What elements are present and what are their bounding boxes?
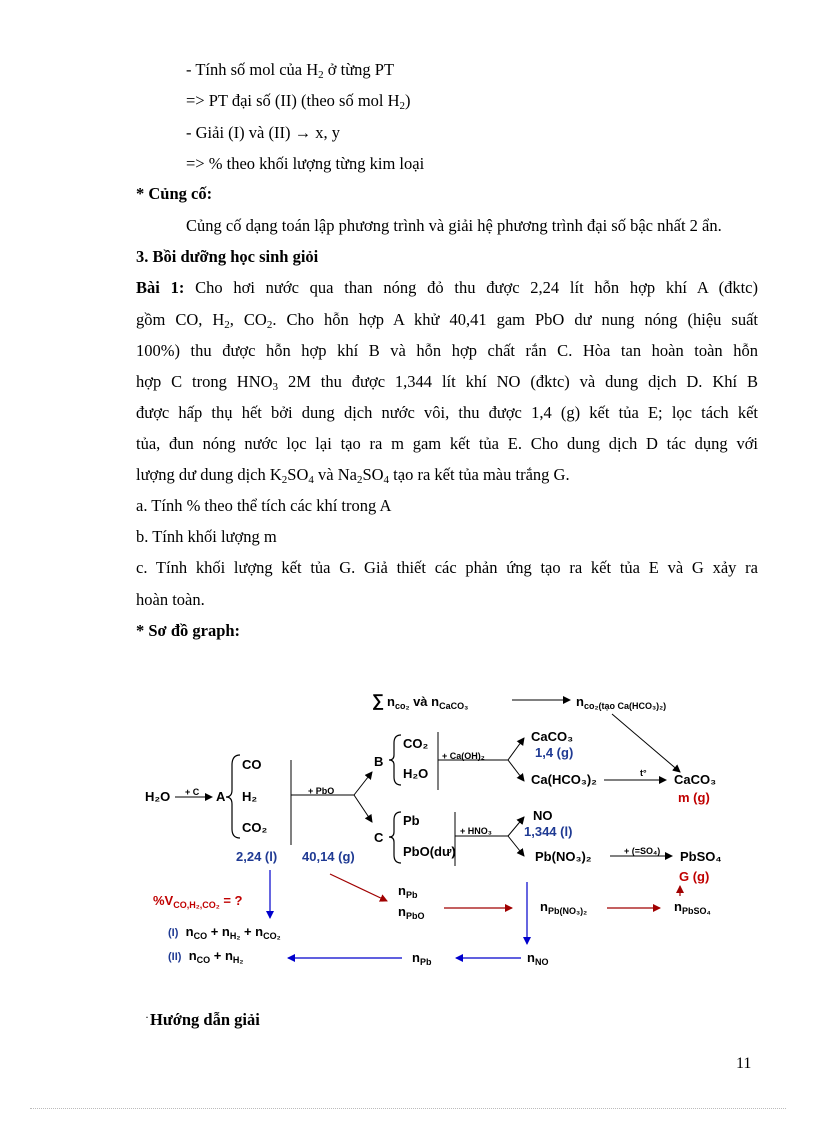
section-3-heading: 3. Bồi dưỡng học sinh giỏi	[136, 247, 319, 266]
bai1-line-6: tủa, đun nóng nước lọc lại tạo ra m gam kết tủa E. Cho dung dịch D tác dụng với	[136, 434, 758, 453]
bai1-line-4: hợp C trong $HNO_3$ 2M thu được 1,344 lít khí NO (đktc) và dung dịch D. Khí B	[136, 372, 759, 393]
pbso4-label: PbSO₄	[680, 849, 722, 864]
step-1: - Tính số mol của $H_2$ ở từng PT	[186, 60, 395, 81]
cung-co-heading: * Củng cố:	[136, 184, 213, 203]
pbno3-label: Pb(NO₃)₂	[535, 849, 592, 864]
cung-co-text: Củng cố dạng toán lập phương trình và giải hệ phương trình đại số bậc nhất 2 ẩn.	[186, 216, 722, 235]
a-label: A	[216, 789, 226, 804]
step-3: - Giải (I) và (II) → x, y	[186, 123, 340, 142]
question-a: a. Tính % theo thể tích các khí trong A	[136, 496, 392, 515]
c-label: C	[374, 830, 384, 845]
co2-label: CO₂	[242, 820, 268, 835]
plus-c-label: + C	[185, 787, 200, 797]
cahco3-label: Ca(HCO₃)₂	[531, 772, 597, 787]
b-co2-label: CO₂	[403, 736, 429, 751]
n-pbo-label: $n_{PbO}$	[398, 904, 425, 921]
question-b: b. Tính khối lượng m	[136, 527, 277, 546]
b-h2o-label: H₂O	[403, 766, 429, 781]
bai1-line-7: lượng dư dung dịch $K_2SO_4$ và $Na_2SO_4$ tạo ra kết tủa màu trắng G.	[136, 465, 570, 486]
brace-b	[389, 735, 401, 785]
arrow-to-cahco3	[508, 760, 524, 781]
pbo-du-label: PbO(dư)	[403, 844, 456, 859]
mass-pbo-label: 40,14 (g)	[302, 849, 355, 864]
n-pb-bottom-label: $n_{Pb}$	[412, 950, 432, 967]
caco3-2-label: CaCO₃	[674, 772, 717, 787]
pb-label: Pb	[403, 813, 420, 828]
n-no-label: $n_{NO}$	[527, 950, 549, 967]
m-g-label: m (g)	[678, 790, 710, 805]
arrow-to-no	[508, 817, 524, 836]
equation-2: (II) $n_{CO} + n_{H_2}$	[168, 948, 244, 965]
step-4: => % theo khối lượng từng kim loại	[186, 154, 425, 173]
h2o-label: H₂O	[145, 789, 171, 804]
brace-a	[226, 755, 240, 838]
h2-label: H₂	[242, 789, 258, 804]
arrow-nco2-to-caco3	[612, 714, 680, 772]
step-2: => PT đại số (II) (theo số mol $H_2$)	[186, 91, 411, 112]
equation-1: (I) $n_{CO} + n_{H_2} + n_{CO_2}$	[168, 924, 281, 941]
plus-so4-label: + (=SO₄)	[624, 846, 661, 856]
graph-heading: * Sơ đồ graph:	[136, 621, 241, 640]
arrow-to-caco3-1	[508, 738, 524, 760]
vol-a-label: 2,24 (l)	[236, 849, 278, 864]
plus-hno3-label: + HNO₃	[460, 826, 492, 836]
sum-symbol: ∑	[372, 691, 385, 710]
n-pb-label: $n_{Pb}$	[398, 883, 418, 900]
no-vol-label: 1,344 (l)	[524, 824, 573, 839]
g-g-label: G (g)	[679, 869, 710, 884]
page-number: 11	[736, 1055, 752, 1072]
heat-label: t°	[640, 768, 647, 778]
question-c-line-2: hoàn toàn.	[136, 590, 205, 609]
arrow-to-b	[354, 772, 372, 795]
bai1-line-1: Bài 1: Cho hơi nước qua than nóng đỏ thu được 2,24 lít hỗn hợp khí A (đktc)	[136, 278, 758, 297]
top-left-label: $n_{co_2}$ và $n_{CaCO_3}$	[387, 694, 469, 711]
arrow-red-to-npb	[330, 874, 387, 901]
pct-label: $\%V_{CO,H_2,CO_2}$ = ?	[153, 893, 243, 910]
co-label: CO	[242, 757, 262, 772]
b-label: B	[374, 754, 384, 769]
caco3-label: CaCO₃	[531, 729, 574, 744]
n-pbso4-label: $n_{PbSO_4}$	[674, 899, 711, 916]
no-label: NO	[533, 808, 553, 823]
bai1-line-3: 100%) thu được hỗn hợp khí B và hỗn hợp chất rắn C. Hòa tan hoàn toàn hỗn	[136, 341, 758, 360]
n-pbno3-label: $n_{Pb(NO_3)_2}$	[540, 899, 588, 916]
plus-pbo-label: + PbO	[308, 786, 335, 796]
question-c-line-1: c. Tính khối lượng kết tủa G. Giả thiết các phản ứng tạo ra kết tủa E và G xảy ra	[136, 558, 758, 577]
caco3-mass-label: 1,4 (g)	[535, 745, 574, 760]
top-right-label: $n_{co_2(tạo Ca(HCO_3)_2)}$	[576, 694, 667, 711]
arrow-to-pbno3	[508, 836, 524, 856]
huong-dan-dot: ·	[145, 1010, 149, 1024]
page-footer-divider	[30, 1108, 786, 1109]
arrow-to-c	[354, 795, 372, 822]
huong-dan-heading: Hướng dẫn giải	[150, 1010, 260, 1029]
brace-c	[389, 812, 401, 863]
bai1-line-2: gồm CO, $H_2$, $CO_2$. Cho hỗn hợp A khử 40,41 gam PbO dư nung nóng (hiệu suất	[136, 310, 758, 331]
bai1-line-5: được hấp thụ hết bởi dung dịch nước vôi, thu được 1,4 (g) kết tủa E; lọc tách kết	[136, 403, 758, 422]
plus-caoh2-label: + Ca(OH)₂	[442, 751, 485, 761]
